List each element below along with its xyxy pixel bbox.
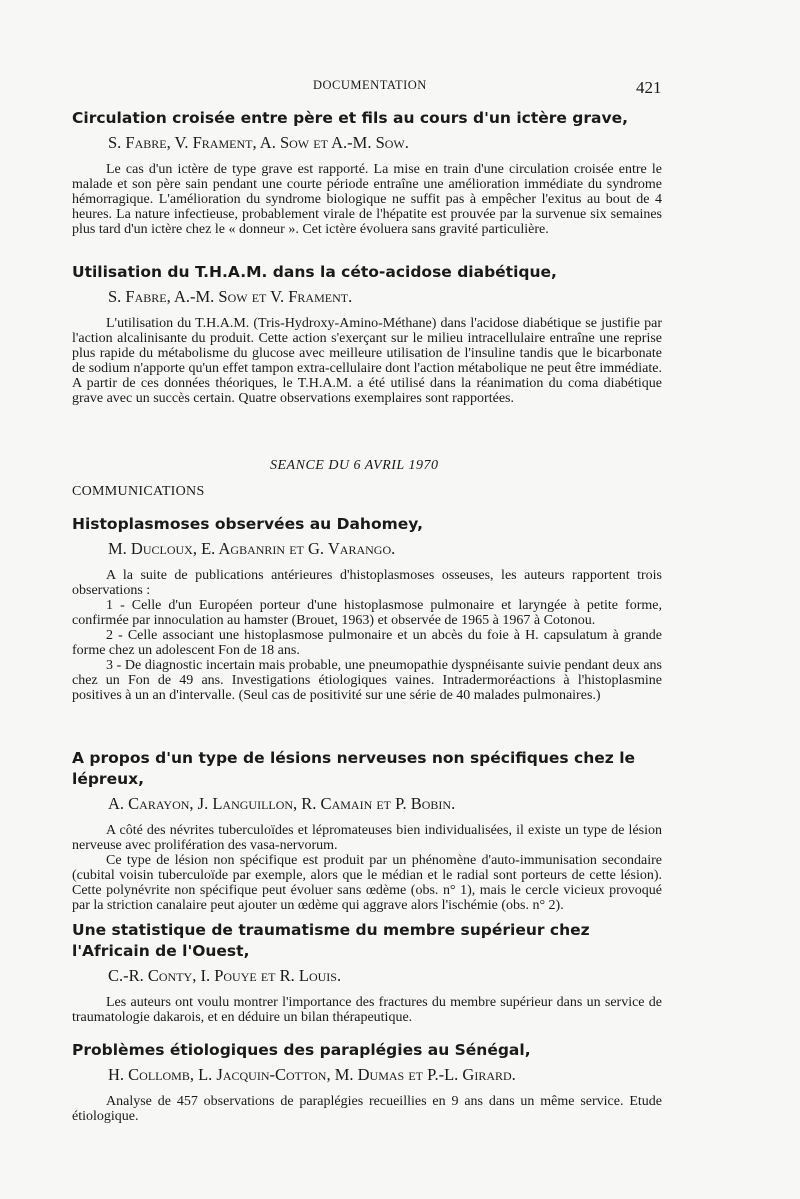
entry-title: Une statistique de traumatisme du membre supérieur chez l'Africain de l'Ouest, [72,921,590,960]
abstract-paragraph: A la suite de publications antérieures d'histoplasmoses osseuses, les auteurs rapportent trois observations : [72,568,662,598]
abstract-paragraph: 1 - Celle d'un Européen porteur d'une histoplasmose pulmonaire et laryngée à petite forme, confirmée par innoculation au hamster (Brouet, 1963) et observée de 1965 à 1967 à Cotonou. [72,598,662,628]
entry-abstract [72,995,662,1025]
abstract-paragraph: 2 - Celle associant une histoplasmose pulmonaire et un abcès du foie à H. capsulatum à grande forme chez un adolescent Fon de 18 ans. [72,628,662,658]
abstract-paragraph: Le cas d'un ictère de type grave est rapporté. La mise en train d'une circulation croisée entre le malade et son père sain pendant une courte période entraîne une amélioration immédiate du syndrome hémorragique. L'amélioration du syndrome biologique ne suffit pas à empêcher l'exitus au bout de 4 heures. La nature infectieuse, probablement virale de l'hépatite est prouvée par la survenue six semaines plus tard d'un ictère chez le « donneur ». Cet ictère évoluera sans gravité particulière. [72,162,662,237]
section-label: COMMUNICATIONS [72,484,205,499]
entry-abstract [72,568,662,703]
entry-abstract [72,316,662,406]
entry-lesions-nerveuses [72,748,662,913]
entry-authors: H. Collomb, L. Jacquin-Cotton, M. Dumas et P.-L. Girard. [108,1065,516,1084]
abstract-paragraph: A côté des névrites tuberculoïdes et lépromateuses bien individualisées, il existe un type de lésion nerveuse avec prolifération des vasa-nervorum. [72,823,662,853]
abstract-paragraph: 3 - De diagnostic incertain mais probable, une pneumopathie dyspnéisante suivie pendant deux ans chez un Fon de 49 ans. Investigations étiologiques vaines. Intradermoréactions à l'histoplasmine positives à un an d'intervalle. (Seul cas de positivité sur une série de 40 malades pulmonaires.) [72,658,662,703]
entry-title: Histoplasmoses observées au Dahomey, [72,515,424,533]
entry-traumatisme [72,920,662,1025]
abstract-paragraph: Ce type de lésion non spécifique est produit par un phénomène d'auto-immunisation secondaire (cubital voisin tuberculoïde par exemple, alors que le médian et le radial sont porteurs de cette lésion). Cette polynévrite non spécifique peut évoluer sans œdème (obs. n° 1), mais le cercle vicieux provoqué par la striction canalaire peut ajouter un œdème qui aggrave alors l'ischémie (obs. n° 2). [72,853,662,913]
entry-abstract [72,1094,662,1124]
abstract-paragraph: Les auteurs ont voulu montrer l'importance des fractures du membre supérieur dans un service de traumatologie dakarois, et en déduire un bilan thérapeutique. [72,995,662,1025]
running-head: DOCUMENTATION [313,78,427,92]
entry-circulation-croisee [72,108,662,237]
entry-utilisation-tham [72,262,662,406]
entry-paraplegies [72,1040,662,1124]
entry-authors: C.-R. Conty, I. Pouye et R. Louis. [108,966,342,985]
page-number: 421 [636,78,662,97]
session-date: SEANCE DU 6 AVRIL 1970 [270,458,439,473]
entry-title: Utilisation du T.H.A.M. dans la céto-acidose diabétique, [72,263,557,281]
entry-authors: A. Carayon, J. Languillon, R. Camain et P. Bobin. [108,794,456,813]
abstract-paragraph: Analyse de 457 observations de paraplégies recueillies en 9 ans dans un même service. Etude étiologique. [72,1094,662,1124]
abstract-paragraph: L'utilisation du T.H.A.M. (Tris-Hydroxy-Amino-Méthane) dans l'acidose diabétique se justifie par l'action alcalinisante du produit. Cette action s'exerçant sur le milieu intracellulaire entraîne une reprise plus rapide du métabolisme du glucose avec meilleure utilisation de l'insuline tandis que le bicarbonate de sodium n'apporte qu'un effet tampon extra-cellulaire dont l'action métabolique ne peut être immédiate. A partir de ces données théoriques, le T.H.A.M. a été utilisé dans la réanimation du coma diabétique grave avec un succès certain. Quatre observations exemplaires sont rapportées. [72,316,662,406]
entry-title: Circulation croisée entre père et fils au cours d'un ictère grave, [72,109,628,127]
entry-authors: M. Ducloux, E. Agbanrin et G. Varango. [108,539,396,558]
entry-histoplasmoses [72,514,662,703]
entry-title: A propos d'un type de lésions nerveuses non spécifiques chez le lépreux, [72,749,636,788]
entry-abstract [72,823,662,913]
entry-authors: S. Fabre, A.-M. Sow et V. Frament. [108,287,353,306]
entry-authors: S. Fabre, V. Frament, A. Sow et A.-M. Sow. [108,133,409,152]
entry-abstract [72,162,662,237]
entry-title: Problèmes étiologiques des paraplégies au Sénégal, [72,1041,531,1059]
